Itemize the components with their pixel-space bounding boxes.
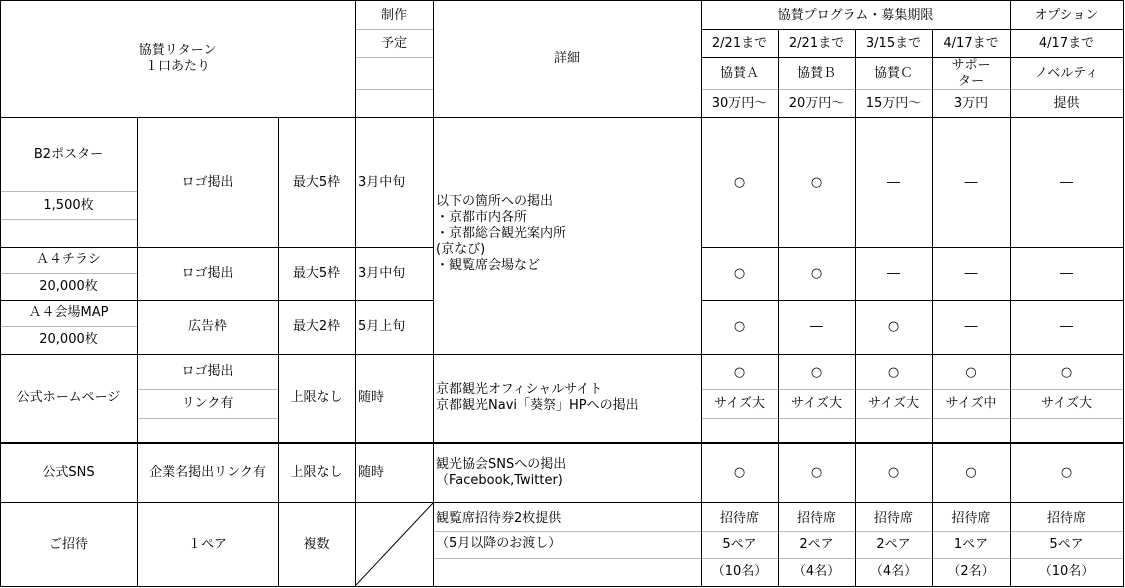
map-schedule: 5月上旬	[358, 319, 406, 334]
invite-detail-1: 観覧席招待券2枚提供	[436, 511, 562, 526]
mark-cell: ―	[1060, 174, 1073, 190]
grid-line	[701, 29, 1124, 30]
grid-line	[932, 29, 933, 587]
grid-line	[433, 0, 434, 587]
grid-line	[0, 0, 1, 587]
map-name: Ａ４会場MAP	[28, 305, 109, 320]
price-cell: 提供	[1053, 95, 1080, 111]
sns-name: 公式SNS	[42, 465, 95, 480]
grid-line	[701, 558, 1124, 559]
invite-pairs-cell: 1ペア	[953, 537, 989, 552]
grid-line	[355, 57, 433, 58]
tier-cell: 協賛Ｃ	[873, 66, 913, 81]
sns-limit: 上限なし	[290, 465, 343, 480]
grid-line	[137, 418, 278, 419]
grid-line	[855, 29, 856, 587]
grid-line	[1123, 0, 1124, 587]
mark-cell: ―	[964, 319, 978, 334]
deadline-cell: 3/15まで	[865, 36, 922, 51]
grid-line	[1010, 0, 1011, 587]
grid-line	[355, 29, 433, 30]
invite-pairs-cell: 5ペア	[722, 537, 757, 552]
invite-people-cell: （10名）	[711, 564, 768, 579]
mark-cell: ○	[810, 265, 823, 281]
map-type: 広告枠	[187, 319, 227, 334]
price-cell: 30万円～	[711, 95, 768, 111]
price-cell: 15万円～	[865, 95, 922, 111]
mark-cell: ○	[810, 174, 823, 190]
mark-cell: ○	[810, 365, 823, 380]
invite-limit: 複数	[303, 536, 330, 552]
web-type-logo: ロゴ掲出	[181, 364, 234, 379]
grid-line	[701, 247, 1124, 248]
grid-line	[278, 117, 279, 587]
tier-cell: 協賛Ａ	[719, 66, 759, 81]
grid-line	[0, 191, 137, 192]
deadline-cell: 4/17まで	[943, 36, 999, 51]
tier-cell: ノベルティ	[1034, 66, 1099, 81]
grid-line	[701, 418, 1124, 419]
mark-cell: ―	[887, 174, 900, 190]
poster-limit: 最大5枠	[292, 174, 341, 190]
grid-line	[701, 531, 1124, 532]
grid-line	[137, 117, 138, 587]
grid-line	[0, 442, 1124, 444]
grid-line	[137, 389, 278, 390]
mark-cell: ―	[1060, 319, 1073, 334]
mark-cell: ―	[964, 174, 978, 190]
flyer-schedule: 3月中旬	[358, 265, 406, 281]
grid-line	[701, 389, 1124, 390]
sns-type: 企業名掲出リンク有	[149, 465, 266, 480]
grid-line	[0, 502, 1124, 503]
invite-pairs-cell: 2ペア	[876, 537, 911, 552]
tier-cell: サポー ター	[951, 58, 991, 89]
web-type-link: リンク有	[181, 396, 234, 411]
grid-line	[0, 0, 1124, 1]
return-header: 協賛リターン １口あたり	[138, 43, 217, 74]
web-name: 公式ホームページ	[16, 390, 121, 405]
grid-line	[433, 531, 701, 532]
web-limit: 上限なし	[290, 390, 343, 405]
grid-line	[0, 273, 137, 274]
size-cell: サイズ大	[791, 396, 842, 411]
invite-people-cell: （2名）	[947, 564, 995, 579]
poster-qty: 1,500枚	[43, 198, 94, 213]
grid-line	[701, 57, 1124, 58]
mark-cell: ○	[733, 465, 746, 480]
mark-cell: ―	[964, 265, 978, 281]
mark-cell: ○	[887, 365, 900, 380]
grid-line	[0, 247, 433, 248]
web-detail: 京都観光オフィシャルサイト 京都観光Navi「葵祭」HPへの掲出	[436, 382, 639, 413]
invite-label-cell: 招待席	[796, 511, 836, 526]
mark-cell: ○	[733, 365, 746, 380]
map-qty: 20,000枚	[39, 332, 98, 347]
flyer-name: Ａ４チラシ	[35, 252, 101, 267]
grid-line	[701, 300, 1124, 301]
mark-cell: ―	[810, 319, 823, 334]
mark-cell: ○	[810, 465, 823, 480]
size-cell: サイズ大	[714, 396, 765, 411]
sns-schedule: 随時	[358, 465, 385, 480]
invite-people-cell: （10名）	[1038, 564, 1095, 579]
deadline-cell: 2/21まで	[711, 36, 768, 51]
mark-cell: ○	[1060, 365, 1073, 380]
flyer-limit: 最大5枠	[292, 265, 341, 281]
deadline-cell: 2/21まで	[788, 36, 845, 51]
grid-line	[701, 89, 1124, 90]
mark-cell: ―	[887, 265, 900, 281]
mark-cell: ○	[1060, 465, 1073, 480]
map-limit: 最大2枠	[292, 319, 341, 334]
invite-label-cell: 招待席	[873, 511, 913, 526]
web-schedule: 随時	[358, 390, 385, 405]
grid-line	[701, 0, 702, 587]
invite-label-cell: 招待席	[1046, 511, 1086, 526]
grid-line	[433, 558, 701, 559]
schedule-header: 予定	[380, 36, 407, 51]
poster-name: B2ポスター	[33, 147, 104, 162]
grid-line	[0, 354, 1124, 355]
invite-people-cell: （4名）	[869, 564, 918, 579]
flyer-qty: 20,000枚	[39, 279, 98, 294]
mark-cell: ○	[733, 265, 746, 281]
invite-people-cell: （4名）	[792, 564, 841, 579]
grid-line	[355, 89, 433, 90]
size-cell: サイズ大	[1041, 396, 1092, 411]
production-header: 制作	[380, 7, 407, 23]
invite-pairs-cell: 5ペア	[1049, 537, 1084, 552]
not-applicable-diagonal	[356, 503, 433, 585]
invite-pairs-cell: 2ペア	[799, 537, 834, 552]
grid-line	[0, 300, 433, 301]
poster-schedule: 3月中旬	[358, 174, 406, 190]
grid-line	[355, 0, 356, 587]
grid-line	[0, 326, 137, 327]
grid-line	[778, 29, 779, 587]
price-cell: 20万円～	[788, 95, 845, 111]
poster-type: ロゴ掲出	[181, 174, 234, 190]
program-header: 協賛プログラム・募集期限	[777, 7, 934, 23]
invite-type: １ペア	[187, 536, 227, 552]
mark-cell: ―	[1060, 265, 1073, 281]
invite-detail-2: （5月以降のお渡し）	[436, 536, 562, 551]
tier-cell: 協賛Ｂ	[796, 66, 836, 81]
mark-cell: ○	[733, 174, 746, 190]
price-cell: 3万円	[953, 95, 989, 111]
size-cell: サイズ大	[868, 396, 919, 411]
invite-label-cell: 招待席	[951, 511, 991, 526]
deadline-cell: 4/17まで	[1038, 36, 1095, 51]
mark-cell: ○	[965, 465, 977, 480]
flyer-type: ロゴ掲出	[181, 265, 234, 281]
mark-cell: ○	[733, 319, 746, 334]
detail-header: 詳細	[553, 51, 580, 66]
size-cell: サイズ中	[945, 396, 997, 411]
grid-line	[0, 586, 1124, 587]
mark-cell: ○	[887, 319, 900, 334]
grid-line	[0, 219, 137, 220]
invite-label-cell: 招待席	[719, 511, 759, 526]
invite-name: ご招待	[48, 536, 88, 552]
sns-detail: 観光協会SNSへの掲出 （Facebook,Twitter)	[436, 457, 567, 488]
mark-cell: ○	[965, 365, 977, 380]
mark-cell: ○	[887, 465, 900, 480]
option-header: オプション	[1034, 7, 1099, 23]
grid-line	[0, 117, 1124, 118]
print-detail: 以下の箇所への掲出 ・京都市内各所 ・京都総合観光案内所 (京なび) ・観覧席会場など	[436, 194, 567, 273]
